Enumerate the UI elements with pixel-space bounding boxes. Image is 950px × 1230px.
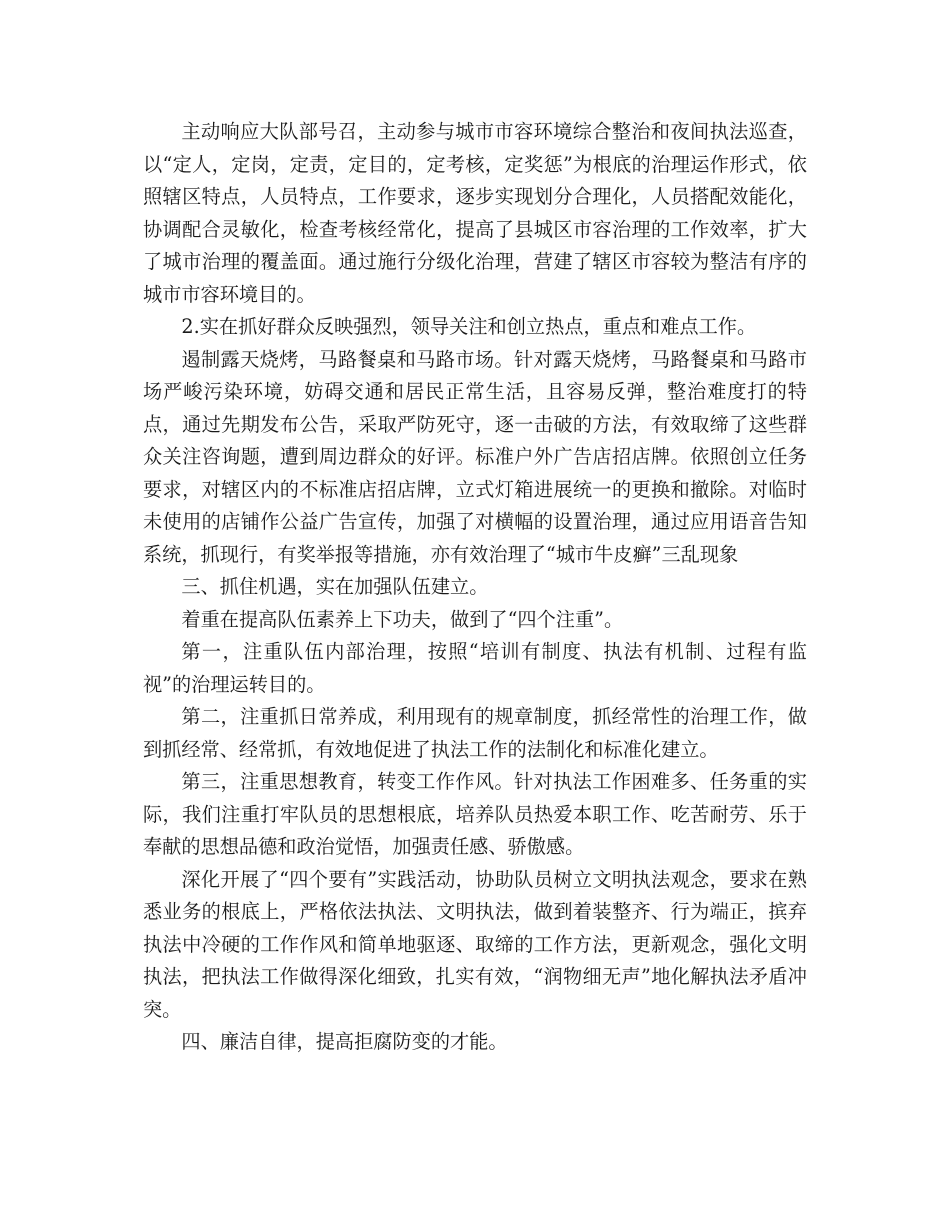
section-heading-3: 三、抓住机遇，实在加强队伍建立。 bbox=[181, 575, 489, 598]
paragraph-9: 深化开展了“四个要有”实践活动，协助队员树立文明执法观念，要求在熟悉业务的根底上，严格依法执法、文明执法，做到着装整齐、行为端正，摈弃执法中冷硬的工作作风和简单地驱逐、取缔的工作方法，更新观念，强化文明执法，把执法工作做得深化细致，扎实有效，“润物细无声”地化解执法矛盾冲突。 bbox=[143, 867, 807, 1021]
paragraph-1: 主动响应大队部号召，主动参与城市市容环境综合整治和夜间执法巡查，以“定人，定岗，定责，定目的，定考核，定奖惩”为根底的治理运作形式，依照辖区特点，人员特点，工作要求，逐步实现划分合理化，人员搭配效能化，协调配合灵敏化，检查考核经常化，提高了县城区市容治理的工作效率，扩大了城市治理的覆盖面。通过施行分级化治理，营建了辖区市容较为整洁有序的城市市容环境目的。 bbox=[143, 120, 807, 306]
paragraph-6: 第一，注重队伍内部治理，按照“培训有制度、执法有机制、过程有监视”的治理运转目的。 bbox=[143, 640, 807, 696]
document-body bbox=[143, 116, 807, 1059]
paragraph-7: 第二，注重抓日常养成，利用现有的规章制度，抓经常性的治理工作，做到抓经常、经常抓，有效地促进了执法工作的法制化和标准化建立。 bbox=[143, 705, 807, 761]
paragraph-5: 着重在提高队伍素养上下功夫，做到了“四个注重”。 bbox=[181, 607, 624, 631]
paragraph-8: 第三，注重思想教育，转变工作作风。针对执法工作困难多、任务重的实际，我们注重打牢队员的思想根底，培养队员热爱本职工作、吃苦耐劳、乐于奉献的思想品德和政治觉悟，加强责任感、骄傲感。 bbox=[143, 770, 807, 858]
paragraph-2: 2.实在抓好群众反映强烈，领导关注和创立热点，重点和难点工作。 bbox=[181, 315, 757, 338]
section-heading-4: 四、廉洁自律，提高拒腐防变的才能。 bbox=[181, 1030, 508, 1053]
paragraph-3: 遏制露天烧烤，马路餐桌和马路市场。针对露天烧烤，马路餐桌和马路市场严峻污染环境，妨碍交通和居民正常生活，且容易反弹，整治难度打的特点，通过先期发布公告，采取严防死守，逐一击破的方法，有效取缔了这些群众关注咨询题，遭到周边群众的好评。标准户外广告店招店牌。依照创立任务要求，对辖区内的不标准店招店牌，立式灯箱进展统一的更换和撤除。对临时未使用的店铺作公益广告宣传，加强了对横幅的设置治理，通过应用语音告知系统，抓现行，有奖举报等措施，亦有效治理了“城市牛皮癣”三乱现象 bbox=[143, 347, 807, 566]
